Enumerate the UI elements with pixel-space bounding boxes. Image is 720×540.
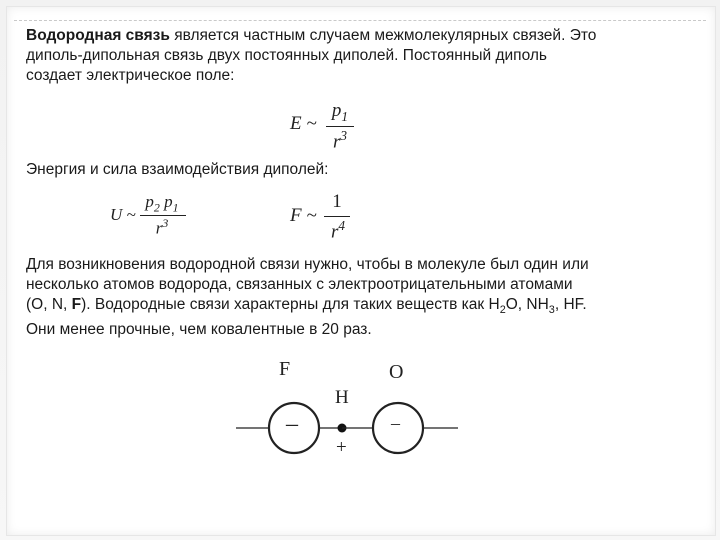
intro-line-3: создает электрическое поле:	[26, 67, 235, 84]
intro-line-1-rest: является частным случаем межмолекулярных связей. Это	[169, 27, 597, 44]
charge-plus-hydrogen: +	[336, 437, 347, 458]
formula-energy-numerator: $p_2$ $p_1$	[145, 192, 179, 215]
conditions-line-4: Они менее прочные, чем ковалентные в 20 раз.	[26, 321, 372, 339]
top-dashed-rule	[14, 20, 706, 21]
charge-minus-fluorine: –	[286, 411, 298, 437]
label-oxygen: O	[389, 361, 404, 383]
hydrogen-bond-diagram-svg	[232, 349, 462, 475]
intro-line-1	[26, 26, 706, 46]
formula-energy-lhs: U ~	[110, 205, 136, 224]
conditions-line-1: Для возникновения водородной связи нужно, чтобы в молекуле был один или	[26, 256, 589, 273]
hydrogen-bond-diagram	[232, 349, 462, 475]
intro-paragraph	[26, 26, 706, 86]
formula-field-denominator: $r^3$	[332, 128, 348, 153]
formula-force	[290, 193, 360, 243]
formula-force-numerator: 1	[332, 191, 342, 212]
intro-line-2: диполь-дипольная связь двух постоянных диполей. Постоянный диполь	[26, 47, 547, 64]
label-fluorine: F	[279, 358, 291, 380]
energy-force-heading: Энергия и сила взаимодействия диполей:	[26, 161, 329, 178]
formula-energy-denominator: $r^3$	[155, 216, 169, 238]
formula-force-fraction-line	[324, 216, 350, 217]
formula-field-lhs: E ~	[290, 113, 317, 134]
charge-minus-oxygen: –	[391, 413, 400, 433]
formula-field	[290, 100, 360, 154]
formula-force-denominator: $r^4$	[330, 218, 346, 243]
label-hydrogen: H	[335, 387, 349, 408]
conditions-line-2: несколько атомов водорода, связанных с электроотрицательными атомами	[26, 276, 573, 293]
conditions-line-3: (O, N, F). Водородные связи характерны для таких веществ как $H_2O$, $NH_3$, HF.	[26, 296, 587, 317]
formula-field-fraction-line	[326, 126, 354, 127]
conditions-paragraph	[26, 255, 702, 340]
term-hydrogen-bond: Водородная связь	[26, 27, 170, 44]
formula-force-lhs: F ~	[290, 205, 317, 226]
formula-energy	[110, 194, 200, 242]
formula-field-numerator: $p_1$	[331, 100, 349, 124]
